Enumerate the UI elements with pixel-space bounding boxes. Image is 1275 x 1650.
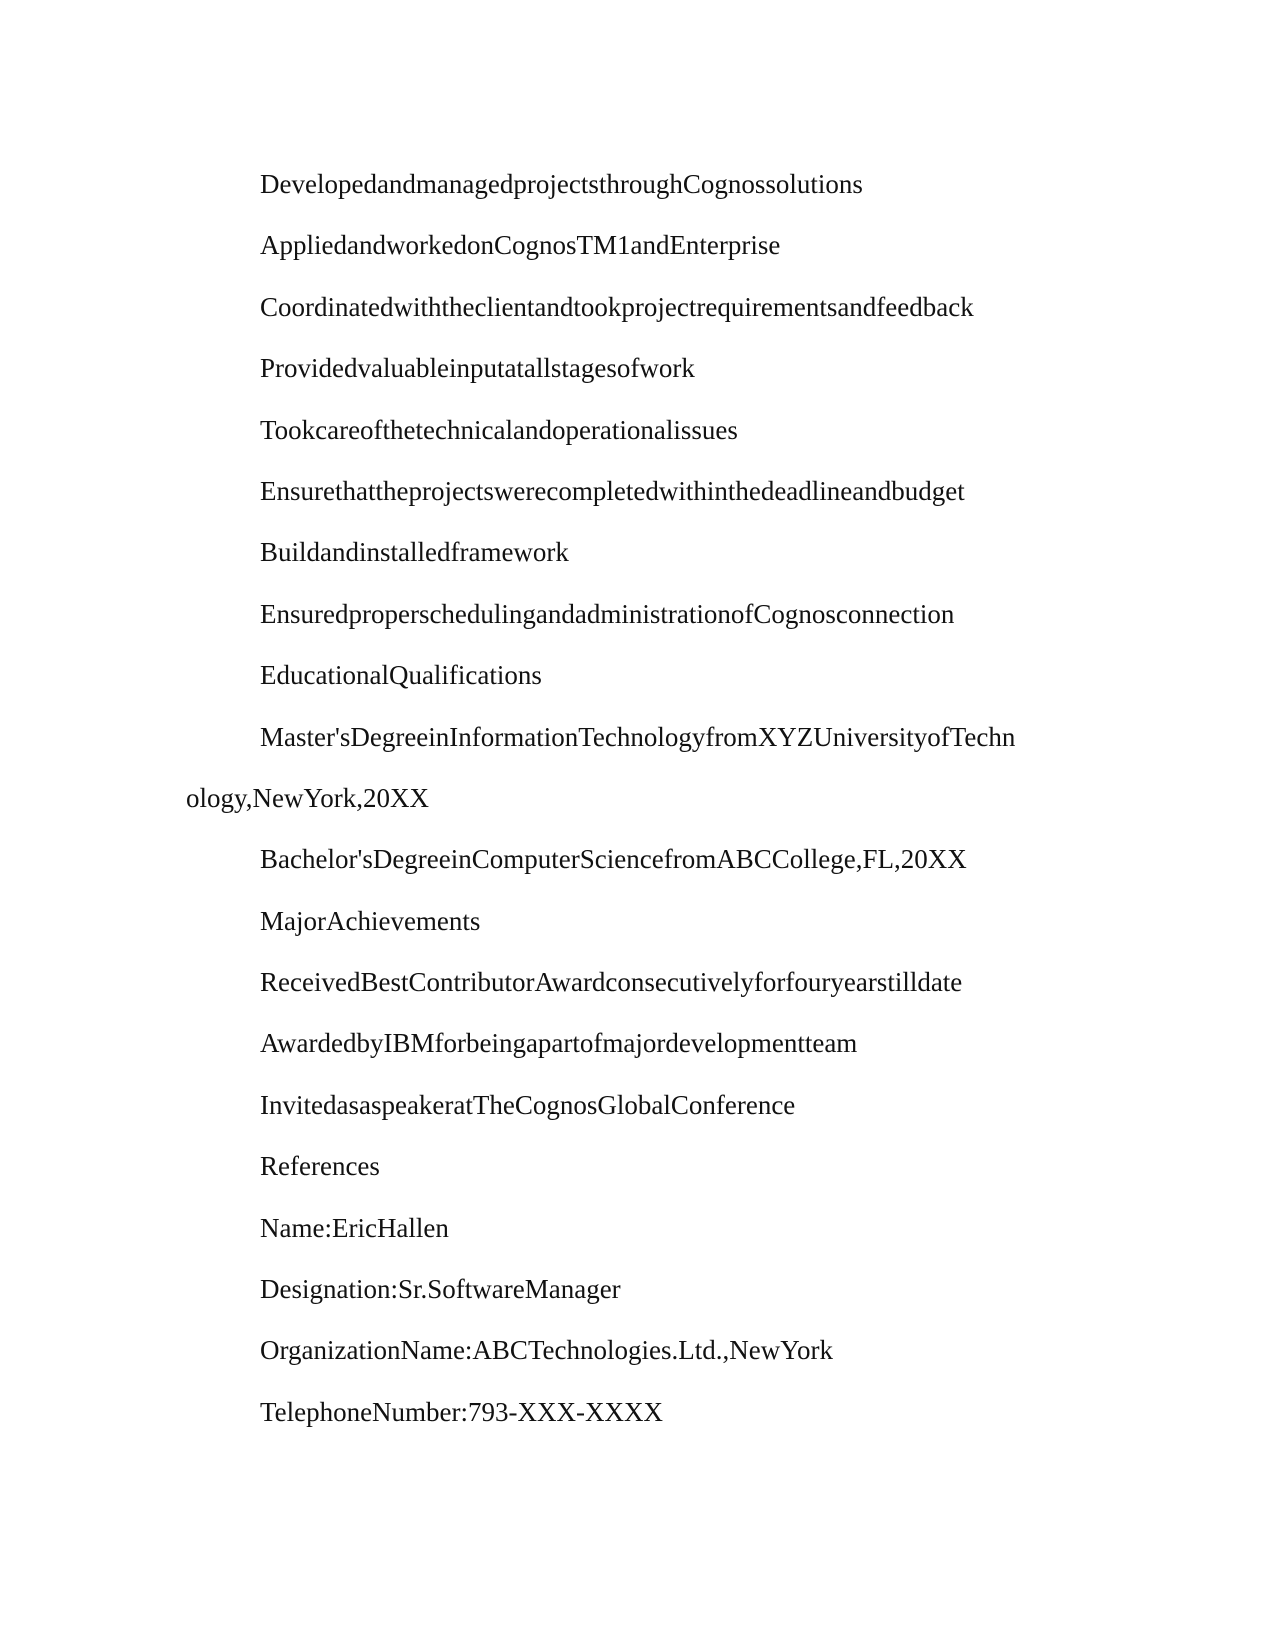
reference-designation: Designation:Sr.SoftwareManager — [260, 1274, 621, 1305]
reference-organization: OrganizationName:ABCTechnologies.Ltd.,NewYork — [260, 1335, 834, 1366]
document-body — [186, 166, 1086, 1455]
text-line: Providedvaluableinputatallstagesofwork — [260, 353, 695, 384]
text-line: Ensurethattheprojectswerecompletedwithinthedeadlineandbudget — [260, 475, 965, 506]
section-heading-achievements: MajorAchievements — [260, 905, 481, 936]
text-line: Bachelor'sDegreeinComputerSciencefromABCCollege,FL,20XX — [260, 844, 967, 875]
section-heading-education: EducationalQualifications — [260, 660, 542, 691]
text-line: DevelopedandmanagedprojectsthroughCognossolutions — [260, 169, 863, 199]
text-line: Coordinatedwiththeclientandtookprojectrequirementsandfeedback — [260, 291, 974, 322]
text-line: Tookcareofthetechnicalandoperationalissues — [260, 414, 738, 445]
reference-telephone: TelephoneNumber:793-XXX-XXXX — [260, 1396, 664, 1427]
text-line: AppliedandworkedonCognosTM1andEnterprise — [260, 230, 781, 261]
reference-name: Name:EricHallen — [260, 1212, 449, 1243]
text-line: AwardedbyIBMforbeingapartofmajordevelopmentteam — [260, 1028, 858, 1059]
text-line-continuation: ology,NewYork,20XX — [186, 782, 430, 813]
text-line: ReceivedBestContributorAwardconsecutivelyforfouryearstilldate — [260, 967, 963, 998]
text-line: EnsuredproperschedulingandadministrationofCognosconnection — [260, 598, 955, 629]
text-line: Master'sDegreeinInformationTechnologyfromXYZUniversityofTechn — [260, 721, 1016, 752]
text-line: InvitedasaspeakeratTheCognosGlobalConference — [260, 1089, 796, 1120]
text-line: Buildandinstalledframework — [260, 537, 569, 568]
section-heading-references: References — [260, 1151, 380, 1182]
